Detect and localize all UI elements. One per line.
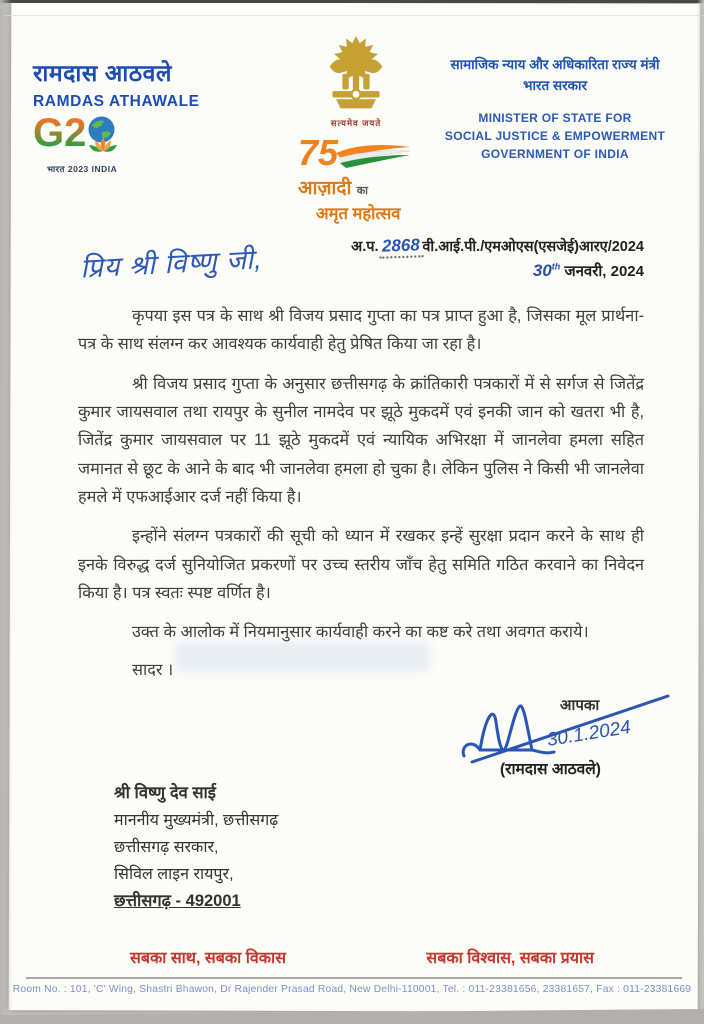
addressee-state-pin: छत्तीसगढ़ - 492001 [114, 892, 241, 910]
scan-edge-left [0, 0, 12, 1024]
amrit-mahotsav-logo [296, 132, 416, 224]
signatory-name: (रामदास आठवले) [500, 761, 601, 778]
reference-prefix: अ.प. [351, 239, 379, 255]
body-paragraph-1: कृपया इस पत्र के साथ श्री विजय प्रसाद गुप्ता का पत्र प्राप्त हुआ है, जिसका मूल प्रार्थना-पत्र के साथ संलग्न कर आवश्यक कार्यवाही हेतु प्रेषित किया जा रहा है। [78, 307, 644, 354]
flag-swoosh-icon [334, 141, 412, 176]
emblem-block [296, 34, 416, 224]
office-title-block [420, 55, 690, 163]
letter-body [78, 302, 644, 680]
g20-text: G2 [33, 111, 87, 155]
signature-scribble-icon [450, 684, 685, 772]
office-title-english-3: GOVERNMENT OF INDIA [481, 146, 629, 161]
signature-label: आपका [560, 697, 600, 714]
closing-regards: सादर । [132, 660, 174, 679]
scan-line-artifact [0, 15, 704, 16]
date-day-suffix: th [551, 261, 561, 272]
body-paragraph-3: इन्होंने संलग्न पत्रकारों की सूची को ध्यान में रखकर इन्हें सुरक्षा प्रदान करने के साथ ही इनके विरुद्ध दर्ज सुनियोजित प्रकरणों पर उच्च स्तरीय जाँच हेतु समिति गठित करवाने का निवेदन किया है। पत्र स्वतः स्पष्ट वर्णित है। [78, 527, 644, 603]
date-month-year: जनवरी, 2024 [564, 263, 644, 280]
scan-edge-bottom [0, 1009, 704, 1024]
addressee-designation: माननीय मुख्यमंत्री, छत्तीसगढ़ [114, 812, 279, 829]
addressee-block [114, 780, 278, 915]
g20-globe-icon [88, 116, 122, 148]
amrit-line2: अमृत महोत्सव [316, 205, 401, 223]
addressee-org: छत्तीसगढ़ सरकार, [114, 839, 219, 856]
amrit-75: 75 [298, 132, 339, 173]
national-emblem-icon [323, 34, 389, 112]
amrit-line1: आज़ादी [298, 178, 352, 199]
addressee-name: श्री विष्णु देव साई [114, 784, 216, 802]
date-line [533, 261, 644, 281]
scan-bleed-artifact [175, 642, 430, 672]
signature-date-handwritten: 30.1.2024 [545, 716, 633, 751]
addressee-street: सिविल लाइन रायपुर, [114, 866, 234, 883]
lotus-icon [86, 136, 120, 157]
footer-slogan-left: सबका साथ, सबका विकास [130, 950, 287, 967]
office-title-hindi-1: सामाजिक न्याय और अधिकारिता राज्य मंत्री [450, 57, 660, 72]
minister-name-english: RAMDAS ATHAWALE [33, 93, 200, 110]
footer-address: Room No. : 101, 'C' Wing, Shastri Bhawon, Dr Rajender Prasad Road, New Delhi-110001, Tel. : 011-23381656, 23381657, Fax : 011-23381669 [12, 984, 692, 995]
body-paragraph-2: श्री विजय प्रसाद गुप्ता के अनुसार छत्तीसगढ़ के क्रांतिकारी पत्रकारों में से सर्गज से जितेंद्र कुमार जायसवाल तथा रायपुर के सुनील नामदेव पर झूठे मुकदमें एवं इनकी जान को खतरा भी है, जितेंद्र कुमार जायसवाल पर 11 झूठे मुकदमें एवं न्यायिक अभिरक्षा में जानलेवा हमला सहित जमानत से छूट के आने के बाद भी जानलेवा हमला हो चुका है। लेकिन पुलिस ने किसी भी जानलेवा हमले में एफआईआर दर्ज नहीं किया है। [78, 374, 644, 507]
emblem-motto: सत्यमेव जयते [330, 118, 382, 128]
scan-edge-right [697, 0, 704, 1024]
g20-tagline: भारत 2023 INDIA [47, 164, 118, 174]
scan-edge-top [0, 0, 704, 3]
office-title-english-2: SOCIAL JUSTICE & EMPOWERMENT [444, 128, 666, 143]
reference-number-handwritten: 2868 [378, 235, 423, 259]
salutation-handwritten: प्रिय श्री विष्णु जी, [79, 244, 264, 284]
body-paragraph-4: उक्त के आलोक में नियमानुसार कार्यवाही करने का कष्ट करे तथा अवगत कराये। [132, 623, 589, 642]
office-title-hindi-2: भारत सरकार [523, 77, 587, 93]
minister-name-block [33, 56, 200, 111]
footer-divider [26, 977, 682, 979]
g20-logo [33, 111, 183, 175]
footer-slogans [90, 946, 614, 968]
reference-suffix: वी.आई.पी./एमओएस(एसजेई)आरए/2024 [422, 239, 644, 255]
office-title-english-1: MINISTER OF STATE FOR [478, 110, 632, 125]
date-day-handwritten: 30 [532, 261, 552, 280]
amrit-ka: का [356, 185, 369, 197]
minister-name-hindi: रामदास आठवले [33, 60, 172, 86]
footer-slogan-right: सबका विश्वास, सबका प्रयास [426, 950, 594, 967]
